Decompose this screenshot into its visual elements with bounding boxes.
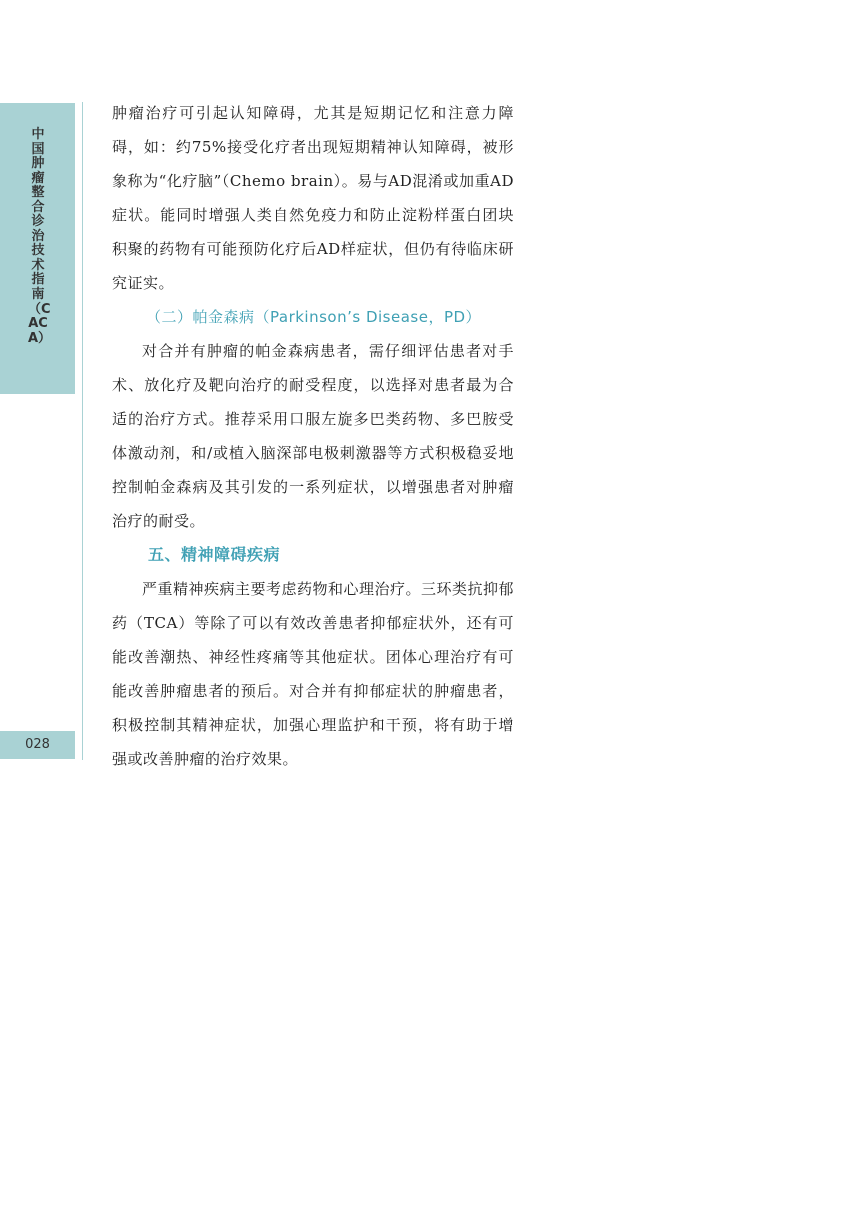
paragraph-mental-disorders: 严重精神疾病主要考虑药物和心理治疗。三环类抗抑郁药（TCA）等除了可以有效改善患者抑郁症状外，还有可能改善潮热、神经性疼痛等其他症状。团体心理治疗有可能改善肿瘤患者的预后。对合并有抑郁症状的肿瘤患者，积极控制其精神症状，加强心理监护和干预，将有助于增强或改善肿瘤的治疗效果。 xyxy=(112,580,515,768)
sidebar-guide-title: 中国肿瘤整合诊治技术指南（CACA） xyxy=(28,127,52,346)
page-number: 028 xyxy=(25,737,50,752)
section-heading-mental-disorders: 五、精神障碍疾病 xyxy=(148,545,281,564)
paragraph-parkinsons: 对合并有肿瘤的帕金森病患者，需仔细评估患者对手术、放化疗及靶向治疗的耐受程度，以选择对患者最为合适的治疗方式。推荐采用口服左旋多巴类药物、多巴胺受体激动剂，和/或植入脑深部电极刺激器等方式积极稳妥地控制帕金森病及其引发的一系列症状，以增强患者对肿瘤治疗的耐受。 xyxy=(112,342,514,530)
page-content xyxy=(112,96,514,776)
paragraph-cognitive-impairment: 肿瘤治疗可引起认知障碍，尤其是短期记忆和注意力障碍，如：约75%接受化疗者出现短期精神认知障碍，被形象称为“化疗脑”（Chemo brain）。易与AD混淆或加重AD症状。能同时增强人类自然免疫力和防止淀粉样蛋白团块积聚的药物有可能预防化疗后AD样症状，但仍有待临床研究证实。 xyxy=(112,104,514,292)
margin-divider-line xyxy=(82,102,83,760)
subheading-parkinsons: （二）帕金森病（Parkinson’s Disease，PD） xyxy=(146,308,482,326)
